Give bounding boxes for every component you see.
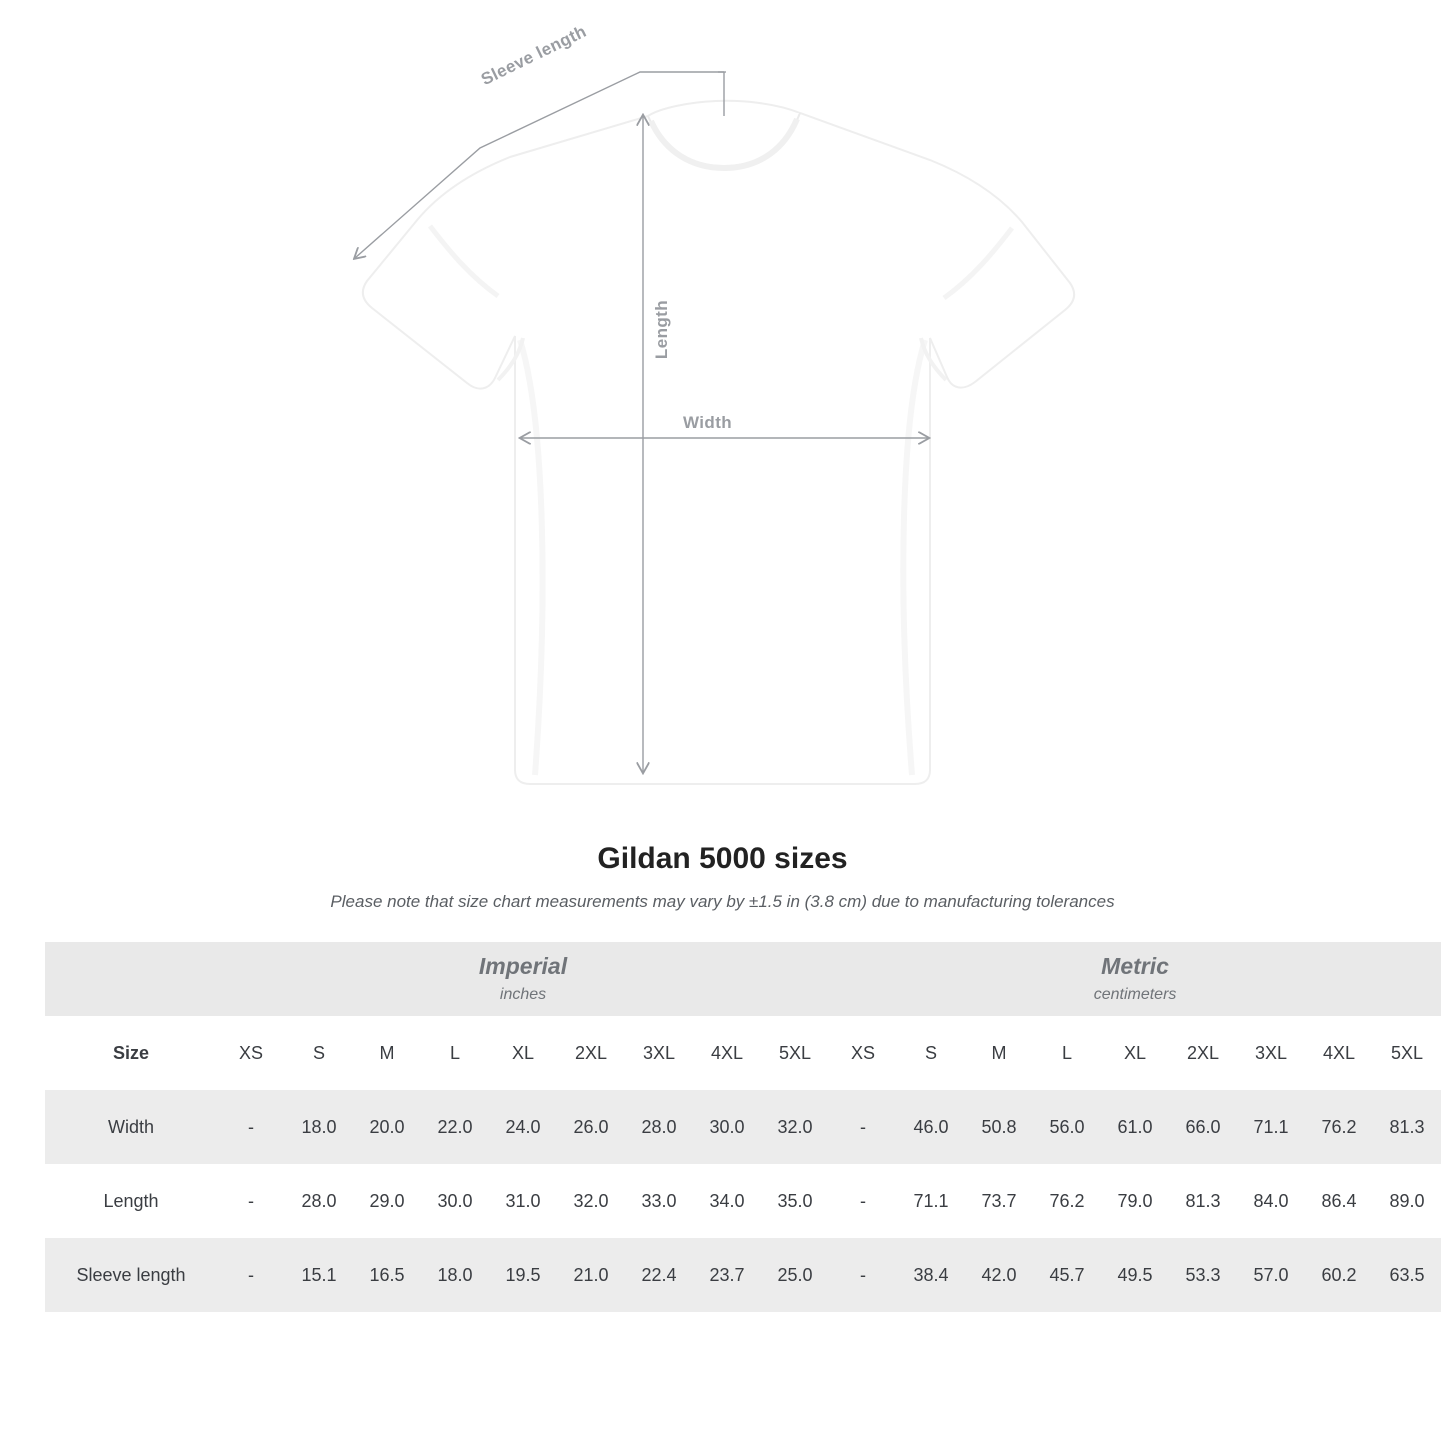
cell-width-imperial-xs: - <box>217 1090 285 1164</box>
cell-sleeve-imperial-3xl: 22.4 <box>625 1238 693 1312</box>
cell-length-metric-3xl: 84.0 <box>1237 1164 1305 1238</box>
cell-length-metric-l: 76.2 <box>1033 1164 1101 1238</box>
cell-sleeve-metric-5xl: 63.5 <box>1373 1238 1441 1312</box>
size-header-metric-2xl: 2XL <box>1169 1016 1237 1090</box>
cell-sleeve-imperial-l: 18.0 <box>421 1238 489 1312</box>
cell-sleeve-imperial-xs: - <box>217 1238 285 1312</box>
cell-length-imperial-4xl: 34.0 <box>693 1164 761 1238</box>
cell-width-metric-m: 50.8 <box>965 1090 1033 1164</box>
sleeve-length-label: Sleeve length <box>478 21 590 90</box>
cell-length-imperial-xl: 31.0 <box>489 1164 557 1238</box>
unit-header-row <box>45 942 1441 1016</box>
size-table-wrapper <box>45 942 1425 1312</box>
cell-width-metric-5xl: 81.3 <box>1373 1090 1441 1164</box>
size-header-metric-l: L <box>1033 1016 1101 1090</box>
cell-length-metric-5xl: 89.0 <box>1373 1164 1441 1238</box>
cell-width-metric-3xl: 71.1 <box>1237 1090 1305 1164</box>
size-header-metric-5xl: 5XL <box>1373 1016 1441 1090</box>
cell-width-imperial-4xl: 30.0 <box>693 1090 761 1164</box>
cell-width-metric-s: 46.0 <box>897 1090 965 1164</box>
table-row <box>45 1090 1441 1164</box>
cell-sleeve-metric-4xl: 60.2 <box>1305 1238 1373 1312</box>
cell-sleeve-metric-xl: 49.5 <box>1101 1238 1169 1312</box>
size-header-metric-xl: XL <box>1101 1016 1169 1090</box>
size-header-label: Size <box>45 1016 217 1090</box>
cell-length-imperial-s: 28.0 <box>285 1164 353 1238</box>
cell-length-metric-s: 71.1 <box>897 1164 965 1238</box>
metric-subtitle: centimeters <box>1093 985 1177 1003</box>
cell-length-imperial-5xl: 35.0 <box>761 1164 829 1238</box>
tolerance-note: Please note that size chart measurements may vary by ±1.5 in (3.8 cm) due to manufacturing tolerances <box>330 892 1115 911</box>
cell-length-metric-2xl: 81.3 <box>1169 1164 1237 1238</box>
cell-sleeve-imperial-m: 16.5 <box>353 1238 421 1312</box>
cell-width-imperial-s: 18.0 <box>285 1090 353 1164</box>
size-header-imperial-5xl: 5XL <box>761 1016 829 1090</box>
title-block <box>0 842 1445 912</box>
cell-sleeve-metric-m: 42.0 <box>965 1238 1033 1312</box>
row-label-sleeve-length: Sleeve length <box>45 1238 217 1312</box>
metric-title: Metric <box>1101 953 1169 980</box>
cell-sleeve-metric-s: 38.4 <box>897 1238 965 1312</box>
cell-sleeve-imperial-4xl: 23.7 <box>693 1238 761 1312</box>
cell-sleeve-imperial-xl: 19.5 <box>489 1238 557 1312</box>
size-header-imperial-4xl: 4XL <box>693 1016 761 1090</box>
cell-sleeve-imperial-2xl: 21.0 <box>557 1238 625 1312</box>
cell-length-metric-xs: - <box>829 1164 897 1238</box>
table-row <box>45 1238 1441 1312</box>
cell-width-imperial-3xl: 28.0 <box>625 1090 693 1164</box>
cell-length-metric-4xl: 86.4 <box>1305 1164 1373 1238</box>
cell-width-imperial-2xl: 26.0 <box>557 1090 625 1164</box>
imperial-subtitle: inches <box>499 985 547 1003</box>
size-header-metric-xs: XS <box>829 1016 897 1090</box>
imperial-title: Imperial <box>478 953 568 980</box>
imperial-header <box>217 942 829 1016</box>
size-header-imperial-xl: XL <box>489 1016 557 1090</box>
size-header-imperial-l: L <box>421 1016 489 1090</box>
cell-width-metric-4xl: 76.2 <box>1305 1090 1373 1164</box>
row-label-length: Length <box>45 1164 217 1238</box>
cell-length-imperial-l: 30.0 <box>421 1164 489 1238</box>
cell-width-imperial-m: 20.0 <box>353 1090 421 1164</box>
cell-width-metric-2xl: 66.0 <box>1169 1090 1237 1164</box>
cell-length-metric-xl: 79.0 <box>1101 1164 1169 1238</box>
width-label: Width <box>683 413 733 432</box>
cell-length-imperial-m: 29.0 <box>353 1164 421 1238</box>
unit-header-spacer <box>45 942 217 1016</box>
cell-sleeve-metric-xs: - <box>829 1238 897 1312</box>
size-header-row <box>45 1016 1441 1090</box>
cell-width-metric-xl: 61.0 <box>1101 1090 1169 1164</box>
row-label-width: Width <box>45 1090 217 1164</box>
size-header-imperial-3xl: 3XL <box>625 1016 693 1090</box>
size-header-metric-4xl: 4XL <box>1305 1016 1373 1090</box>
cell-width-metric-l: 56.0 <box>1033 1090 1101 1164</box>
cell-width-metric-xs: - <box>829 1090 897 1164</box>
cell-length-imperial-3xl: 33.0 <box>625 1164 693 1238</box>
cell-width-imperial-xl: 24.0 <box>489 1090 557 1164</box>
cell-width-imperial-l: 22.0 <box>421 1090 489 1164</box>
cell-length-imperial-2xl: 32.0 <box>557 1164 625 1238</box>
cell-sleeve-metric-3xl: 57.0 <box>1237 1238 1305 1312</box>
size-header-imperial-2xl: 2XL <box>557 1016 625 1090</box>
size-header-imperial-m: M <box>353 1016 421 1090</box>
size-header-imperial-s: S <box>285 1016 353 1090</box>
tshirt-shape <box>363 101 1074 784</box>
cell-sleeve-metric-2xl: 53.3 <box>1169 1238 1237 1312</box>
cell-sleeve-imperial-5xl: 25.0 <box>761 1238 829 1312</box>
metric-header <box>829 942 1441 1016</box>
cell-length-metric-m: 73.7 <box>965 1164 1033 1238</box>
size-header-metric-m: M <box>965 1016 1033 1090</box>
cell-sleeve-metric-l: 45.7 <box>1033 1238 1101 1312</box>
page-title: Gildan 5000 sizes <box>597 842 848 875</box>
size-header-imperial-xs: XS <box>217 1016 285 1090</box>
size-table <box>45 942 1441 1312</box>
size-header-metric-s: S <box>897 1016 965 1090</box>
cell-width-imperial-5xl: 32.0 <box>761 1090 829 1164</box>
length-label: Length <box>652 300 671 360</box>
table-row <box>45 1164 1441 1238</box>
cell-sleeve-imperial-s: 15.1 <box>285 1238 353 1312</box>
cell-length-imperial-xs: - <box>217 1164 285 1238</box>
size-header-metric-3xl: 3XL <box>1237 1016 1305 1090</box>
